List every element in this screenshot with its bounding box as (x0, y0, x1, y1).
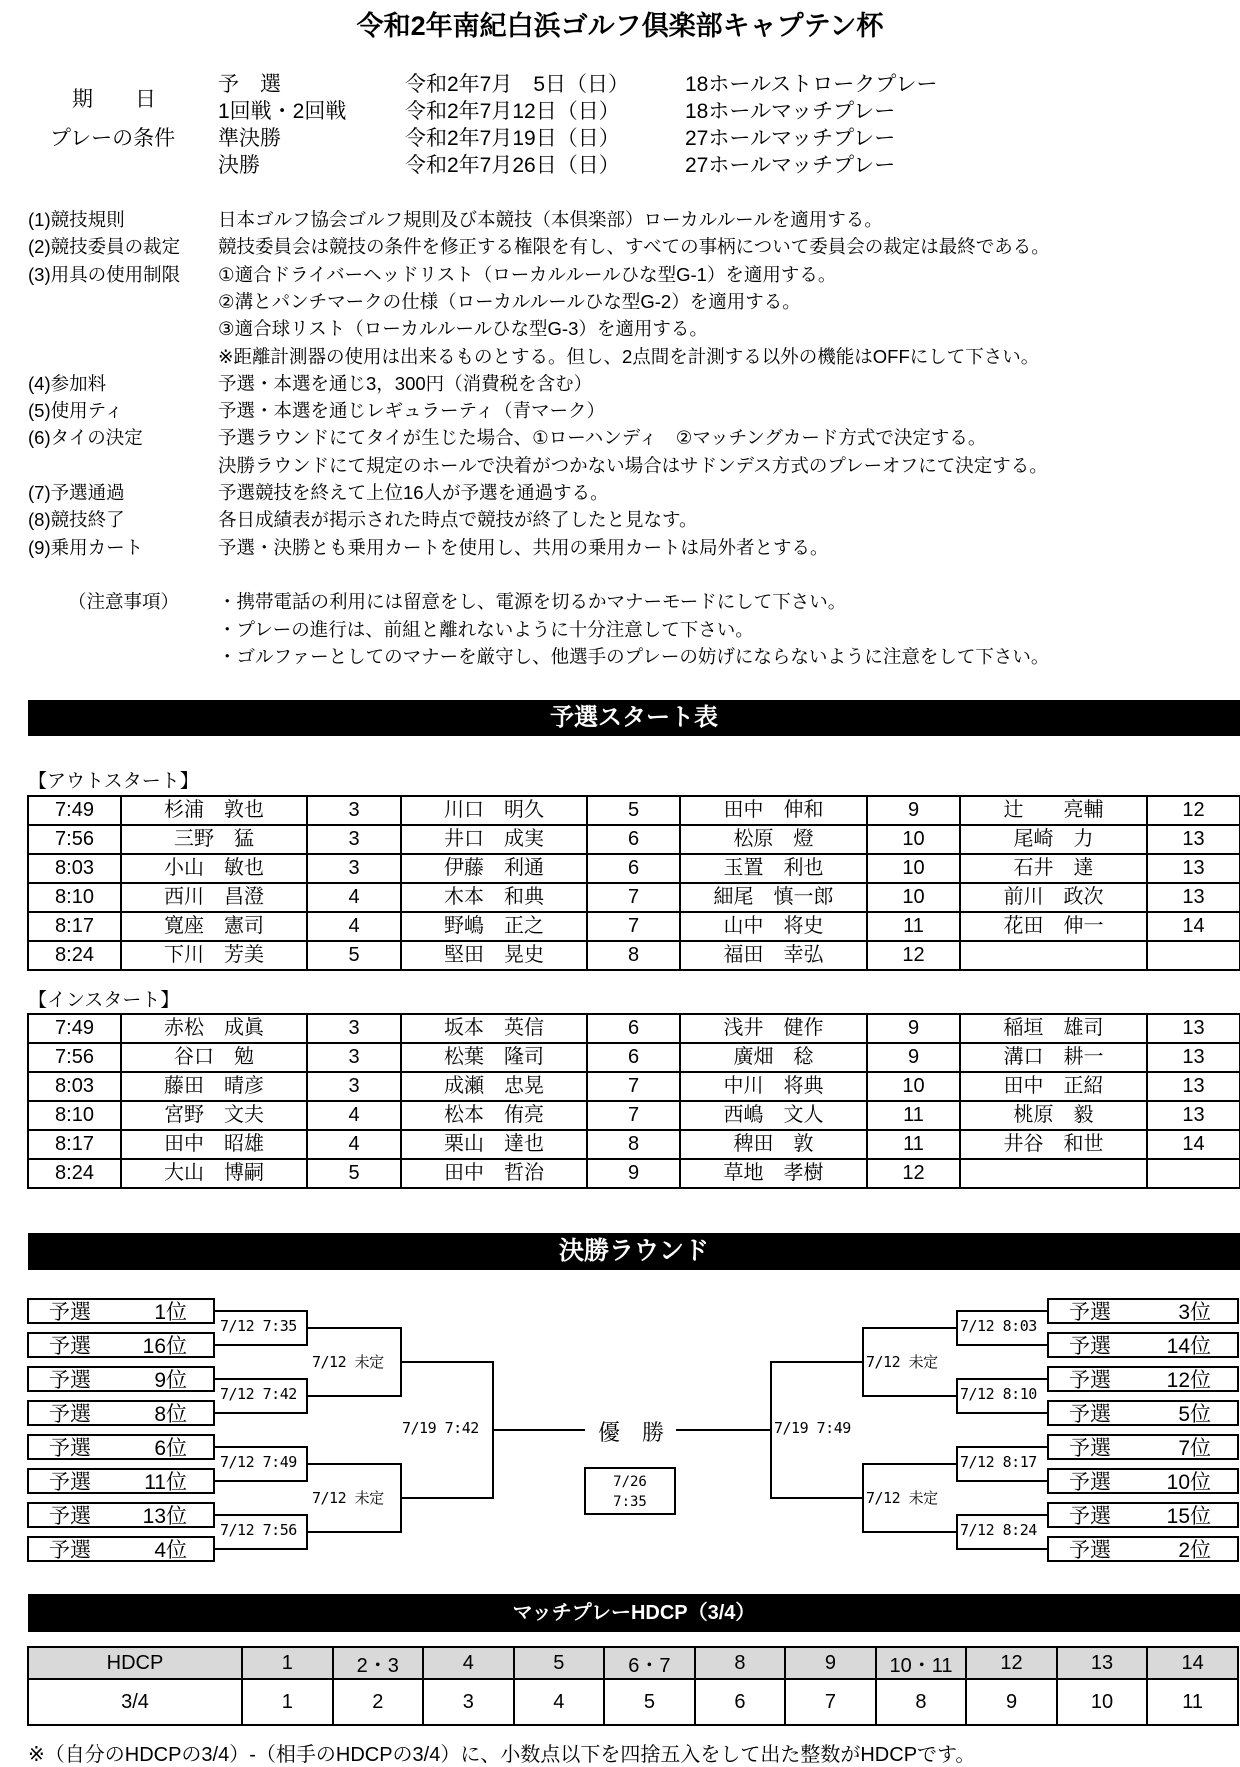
seed-prefix: 予選 (1069, 1539, 1111, 1562)
hdcp-value-cell: 7 (785, 1679, 876, 1725)
rule-label: (6)タイの決定 (28, 427, 143, 449)
hdcp-value-cell: 1 (242, 1679, 333, 1725)
player-hdcp: 8 (587, 941, 680, 970)
schedule-format: 18ホールマッチプレー (685, 100, 896, 123)
hdcp-header-cell: 12 (966, 1647, 1057, 1679)
player-name: 西川 昌澄 (121, 883, 307, 912)
player-name: 寛座 憲司 (121, 912, 307, 941)
match-time-right-r1: 7/12 8:03 (960, 1317, 1037, 1335)
player-hdcp: 4 (307, 1101, 401, 1130)
bracket-line (214, 1548, 306, 1550)
player-hdcp: 6 (587, 854, 680, 883)
table-row (28, 1043, 1240, 1072)
rule-text: 予選ラウンドにてタイが生じた場合、①ローハンディ ②マッチングカード方式で決定する。 (218, 427, 987, 449)
player-name: 浅井 健作 (680, 1014, 867, 1043)
player-hdcp: 6 (587, 1014, 680, 1043)
tee-time: 8:10 (28, 1101, 121, 1130)
hdcp-value-row (28, 1679, 1238, 1725)
hdcp-value-cell: 9 (966, 1679, 1057, 1725)
player-hdcp: 4 (307, 883, 401, 912)
hdcp-value-cell: 3 (423, 1679, 514, 1725)
player-name: 田中 正紹 (960, 1072, 1147, 1101)
player-name: 稗田 敦 (680, 1130, 867, 1159)
bracket-line (214, 1310, 306, 1312)
bracket-line (862, 1395, 956, 1397)
player-name: 下川 芳美 (121, 941, 307, 970)
tee-time: 8:17 (28, 912, 121, 941)
player-name: 栗山 達也 (401, 1130, 587, 1159)
note-line: ・ゴルファーとしてのマナーを厳守し、他選手のプレーの妨げにならないように注意をして下さい。 (218, 646, 1050, 667)
hdcp-header-row (28, 1647, 1238, 1679)
seed-rank: 7位 (1178, 1437, 1211, 1460)
in-start-table (27, 1013, 1240, 1189)
player-hdcp: 3 (307, 1014, 401, 1043)
rule-text: ①適合ドライバーヘッドリスト（ローカルルールひな型G-1）を適用する。 (218, 263, 837, 285)
schedule-round: 予 選 (218, 73, 281, 96)
bracket-section-header: 決勝ラウンド (28, 1233, 1240, 1270)
player-hdcp: 13 (1147, 1101, 1240, 1130)
note-line: ・プレーの進行は、前組と離れないように十分注意して下さい。 (218, 618, 754, 640)
player-name: 田中 昭雄 (121, 1130, 307, 1159)
rule-text: 競技委員会は競技の条件を修正する権限を有し、すべての事柄について委員会の裁定は最終である。 (218, 236, 1050, 258)
bracket-line (862, 1327, 864, 1397)
hdcp-note: ※（自分のHDCPの3/4）-（相手のHDCPの3/4）に、小数点以下を四捨五入をして出た整数がHDCPです。 (28, 1744, 976, 1766)
table-row (28, 1014, 1240, 1043)
player-name: 桃原 毅 (960, 1101, 1147, 1130)
player-hdcp: 12 (867, 941, 960, 970)
seed-prefix: 予選 (49, 1369, 91, 1392)
rule-text: 予選・決勝とも乗用カートを使用し、共用の乗用カートは局外者とする。 (218, 536, 829, 558)
bracket-line (770, 1497, 862, 1499)
player-name: 稲垣 雄司 (960, 1014, 1147, 1043)
seed-box-right (1047, 1468, 1239, 1494)
player-hdcp (1147, 941, 1240, 970)
seed-rank: 3位 (1178, 1301, 1211, 1324)
seed-box-right (1047, 1536, 1239, 1562)
rule-label: (3)用具の使用制限 (28, 263, 181, 285)
note-line: ・携帯電話の利用には留意をし、電源を切るかマナーモードにして下さい。 (218, 591, 847, 612)
match-time-right-sf: 7/19 7:49 (774, 1419, 851, 1437)
player-hdcp: 3 (307, 1072, 401, 1101)
seed-box-left (27, 1366, 215, 1392)
champion-label: 優 勝 (597, 1420, 664, 1445)
player-hdcp: 5 (587, 796, 680, 825)
player-name: 廣畑 稔 (680, 1043, 867, 1072)
seed-box-left (27, 1468, 215, 1494)
bracket-line (306, 1395, 400, 1397)
player-hdcp: 14 (1147, 912, 1240, 941)
player-name: 三野 猛 (121, 825, 307, 854)
table-row (28, 796, 1240, 825)
schedule-date: 令和2年7月26日（日） (405, 154, 620, 177)
seed-box-right (1047, 1400, 1239, 1426)
schedule-date: 令和2年7月12日（日） (405, 100, 620, 123)
player-name: 福田 幸弘 (680, 941, 867, 970)
player-name: 大山 博嗣 (121, 1159, 307, 1188)
player-hdcp: 11 (867, 1101, 960, 1130)
player-hdcp: 3 (307, 825, 401, 854)
player-name: 細尾 慎一郎 (680, 883, 867, 912)
player-name: 坂本 英信 (401, 1014, 587, 1043)
player-name: 辻 亮輔 (960, 796, 1147, 825)
bracket-line (306, 1463, 400, 1465)
player-hdcp: 4 (307, 1130, 401, 1159)
start-section-header: 予選スタート表 (28, 700, 1240, 736)
out-start-label: 【アウトスタート】 (28, 771, 199, 792)
player-hdcp: 11 (867, 912, 960, 941)
hdcp-header-cell: 4 (423, 1647, 514, 1679)
match-time-left-sf: 7/19 7:42 (402, 1419, 479, 1437)
player-hdcp: 8 (587, 1130, 680, 1159)
hdcp-value-cell: 4 (514, 1679, 605, 1725)
player-name: 松葉 隆司 (401, 1043, 587, 1072)
bracket-line (956, 1446, 1048, 1448)
hdcp-header-cell: 14 (1147, 1647, 1238, 1679)
player-hdcp: 5 (307, 941, 401, 970)
player-hdcp: 7 (587, 1072, 680, 1101)
player-hdcp: 9 (587, 1159, 680, 1188)
tee-time: 7:49 (28, 796, 121, 825)
player-name: 宮野 文夫 (121, 1101, 307, 1130)
bracket-line (956, 1514, 1048, 1516)
player-hdcp: 7 (587, 883, 680, 912)
player-hdcp: 13 (1147, 1043, 1240, 1072)
table-row (28, 883, 1240, 912)
player-name: 中川 将典 (680, 1072, 867, 1101)
seed-rank: 4位 (154, 1539, 187, 1562)
player-hdcp: 9 (867, 796, 960, 825)
bracket-line (770, 1361, 862, 1363)
player-hdcp: 12 (1147, 796, 1240, 825)
seed-rank: 8位 (154, 1403, 187, 1426)
seed-prefix: 予選 (1069, 1437, 1111, 1460)
match-time-left-r1: 7/12 7:35 (220, 1317, 297, 1335)
seed-prefix: 予選 (1069, 1369, 1111, 1392)
rule-text: 決勝ラウンドにて規定のホールで決着がつかない場合はサドンデス方式のプレーオフにて決定する。 (218, 454, 1048, 476)
player-name: 花田 伸一 (960, 912, 1147, 941)
rule-label: (4)参加料 (28, 372, 107, 394)
hdcp-header-cell: 9 (785, 1647, 876, 1679)
bracket-line (956, 1412, 1048, 1414)
player-hdcp (1147, 1159, 1240, 1188)
player-hdcp: 10 (867, 883, 960, 912)
player-name: 杉浦 敦也 (121, 796, 307, 825)
bracket-line (956, 1378, 1048, 1380)
player-hdcp: 12 (867, 1159, 960, 1188)
rule-label: (8)競技終了 (28, 509, 125, 531)
match-time-right-r1: 7/12 8:24 (960, 1521, 1037, 1539)
player-name: 田中 伸和 (680, 796, 867, 825)
player-hdcp: 3 (307, 1043, 401, 1072)
schedule-round: 決勝 (218, 154, 260, 177)
player-name: 前川 政次 (960, 883, 1147, 912)
tee-time: 7:49 (28, 1014, 121, 1043)
bracket-line (306, 1327, 400, 1329)
hdcp-header-cell: 10・11 (876, 1647, 967, 1679)
out-start-table (27, 795, 1240, 971)
bracket-line (862, 1463, 864, 1533)
rule-text: ③適合球リスト（ローカルルールひな型G-3）を適用する。 (218, 318, 708, 340)
hdcp-value-cell: 10 (1057, 1679, 1148, 1725)
seed-box-left (27, 1332, 215, 1358)
player-name: 小山 敏也 (121, 854, 307, 883)
seed-rank: 9位 (154, 1369, 187, 1392)
player-name (960, 941, 1147, 970)
player-hdcp: 10 (867, 854, 960, 883)
seed-rank: 13位 (142, 1505, 187, 1528)
schedule-round: 1回戦・2回戦 (218, 100, 347, 123)
in-start-label: 【インスタート】 (28, 990, 180, 1011)
seed-prefix: 予選 (1069, 1471, 1111, 1494)
rule-label: (9)乗用カート (28, 536, 144, 558)
bracket-line (956, 1310, 958, 1346)
hdcp-header-label: HDCP (28, 1647, 242, 1679)
seed-box-left (27, 1536, 215, 1562)
player-hdcp: 13 (1147, 1072, 1240, 1101)
tee-time: 8:10 (28, 883, 121, 912)
player-hdcp: 6 (587, 1043, 680, 1072)
seed-rank: 2位 (1178, 1539, 1211, 1562)
match-time-left-r1: 7/12 7:56 (220, 1521, 297, 1539)
player-hdcp: 13 (1147, 854, 1240, 883)
rule-label: (5)使用ティ (28, 400, 124, 422)
player-hdcp: 13 (1147, 825, 1240, 854)
bracket-line (956, 1514, 958, 1550)
hdcp-header-cell: 2・3 (333, 1647, 424, 1679)
hdcp-header-cell: 13 (1057, 1647, 1148, 1679)
bracket-line (956, 1446, 958, 1482)
match-time-left-r1: 7/12 7:42 (220, 1385, 297, 1403)
bracket-line (862, 1531, 956, 1533)
match-time-left-r2: 7/12 未定 (312, 1353, 384, 1371)
bracket-line (862, 1327, 956, 1329)
seed-rank: 14位 (1166, 1335, 1211, 1358)
final-time: 7:35 (613, 1494, 647, 1510)
rule-text: 予選・本選を通じ3，300円（消費税を含む） (218, 372, 593, 394)
seed-prefix: 予選 (1069, 1335, 1111, 1358)
schedule-date: 令和2年7月19日（日） (405, 127, 620, 150)
bracket-line (492, 1429, 585, 1431)
seed-prefix: 予選 (49, 1403, 91, 1426)
hdcp-table (27, 1646, 1239, 1726)
bracket-line (214, 1412, 306, 1414)
player-name: 成瀬 忠晃 (401, 1072, 587, 1101)
player-hdcp: 9 (867, 1043, 960, 1072)
tee-time: 8:03 (28, 1072, 121, 1101)
tee-time: 8:17 (28, 1130, 121, 1159)
bracket-line (956, 1480, 1048, 1482)
tee-time: 7:56 (28, 825, 121, 854)
seed-rank: 1位 (154, 1301, 187, 1324)
tee-time: 7:56 (28, 1043, 121, 1072)
seed-rank: 6位 (154, 1437, 187, 1460)
player-name: 田中 哲治 (401, 1159, 587, 1188)
table-row (28, 941, 1240, 970)
player-hdcp: 6 (587, 825, 680, 854)
rule-text: 日本ゴルフ協会ゴルフ規則及び本競技（本倶楽部）ローカルルールを適用する。 (218, 209, 883, 230)
page-title: 令和2年南紀白浜ゴルフ倶楽部キャプテン杯 (356, 11, 884, 41)
hdcp-header-cell: 1 (242, 1647, 333, 1679)
table-row (28, 1130, 1240, 1159)
player-name: 西嶋 文人 (680, 1101, 867, 1130)
seed-box-right (1047, 1434, 1239, 1460)
player-hdcp: 3 (307, 854, 401, 883)
seed-box-right (1047, 1366, 1239, 1392)
table-row (28, 1159, 1240, 1188)
seed-rank: 10位 (1166, 1471, 1211, 1494)
hdcp-value-cell: 11 (1147, 1679, 1238, 1725)
player-hdcp: 13 (1147, 1014, 1240, 1043)
notes-label: （注意事項） (68, 591, 180, 612)
seed-prefix: 予選 (1069, 1505, 1111, 1528)
player-name: 井口 成実 (401, 825, 587, 854)
player-name: 谷口 勉 (121, 1043, 307, 1072)
hdcp-value-cell: 8 (876, 1679, 967, 1725)
seed-box-left (27, 1298, 215, 1324)
schedule-format: 27ホールマッチプレー (685, 154, 896, 177)
hdcp-value-cell: 5 (604, 1679, 695, 1725)
bracket-line (214, 1480, 306, 1482)
player-hdcp: 4 (307, 912, 401, 941)
schedule-round: 準決勝 (218, 127, 281, 150)
bracket-line (214, 1344, 306, 1346)
hdcp-header-cell: 6・7 (604, 1647, 695, 1679)
player-name: 石井 達 (960, 854, 1147, 883)
player-name: 伊藤 利通 (401, 854, 587, 883)
rule-label: (1)競技規則 (28, 209, 125, 230)
seed-rank: 16位 (142, 1335, 187, 1358)
table-row (28, 825, 1240, 854)
seed-prefix: 予選 (49, 1505, 91, 1528)
player-hdcp: 3 (307, 796, 401, 825)
player-name: 松本 侑亮 (401, 1101, 587, 1130)
schedule-format: 27ホールマッチプレー (685, 127, 896, 150)
rule-label: (2)競技委員の裁定 (28, 236, 181, 258)
player-name: 川口 明久 (401, 796, 587, 825)
bracket-line (214, 1446, 306, 1448)
player-hdcp: 7 (587, 912, 680, 941)
rule-text: ②溝とパンチマークの仕様（ローカルルールひな型G-2）を適用する。 (218, 290, 801, 312)
table-row (28, 1101, 1240, 1130)
seed-prefix: 予選 (49, 1437, 91, 1460)
final-date: 7/26 (613, 1474, 647, 1490)
hdcp-value-label: 3/4 (28, 1679, 242, 1725)
seed-box-right (1047, 1332, 1239, 1358)
tee-time: 8:24 (28, 941, 121, 970)
seed-box-right (1047, 1502, 1239, 1528)
rule-label: (7)予選通過 (28, 482, 125, 503)
player-name (960, 1159, 1147, 1188)
hdcp-section-header: マッチプレーHDCP（3/4） (28, 1594, 1240, 1632)
hdcp-header-cell: 5 (514, 1647, 605, 1679)
table-row (28, 912, 1240, 941)
player-name: 井谷 和世 (960, 1130, 1147, 1159)
seed-rank: 15位 (1166, 1505, 1211, 1528)
tee-time: 8:24 (28, 1159, 121, 1188)
rule-text: ※距離計測器の使用は出来るものとする。但し、2点間を計測する以外の機能はOFFにして下さい。 (218, 345, 1040, 367)
bracket-line (400, 1361, 492, 1363)
player-name: 藤田 晴彦 (121, 1072, 307, 1101)
player-hdcp: 5 (307, 1159, 401, 1188)
bracket-line (306, 1531, 400, 1533)
final-box (584, 1467, 676, 1515)
rule-text: 予選競技を終えて上位16人が予選を通過する。 (218, 482, 609, 503)
bracket-line (956, 1344, 1048, 1346)
hdcp-header-cell: 8 (695, 1647, 786, 1679)
bracket-line (956, 1310, 1048, 1312)
seed-box-left (27, 1400, 215, 1426)
seed-prefix: 予選 (1069, 1301, 1111, 1324)
player-name: 尾崎 力 (960, 825, 1147, 854)
seed-prefix: 予選 (49, 1471, 91, 1494)
bracket-line (400, 1497, 492, 1499)
seed-prefix: 予選 (49, 1335, 91, 1358)
hdcp-value-cell: 6 (695, 1679, 786, 1725)
tee-time: 8:03 (28, 854, 121, 883)
schedule-date: 令和2年7月 5日（日） (405, 73, 630, 96)
bracket-line (956, 1378, 958, 1414)
bracket-line (214, 1378, 306, 1380)
bracket-line (862, 1463, 956, 1465)
player-name: 堅田 晃史 (401, 941, 587, 970)
match-time-right-r2: 7/12 未定 (866, 1353, 938, 1371)
player-name: 山中 将史 (680, 912, 867, 941)
seed-prefix: 予選 (49, 1539, 91, 1562)
seed-prefix: 予選 (49, 1301, 91, 1324)
rule-text: 予選・本選を通じレギュラーティ（青マーク） (218, 400, 606, 422)
player-name: 松原 燈 (680, 825, 867, 854)
rule-text: 各日成績表が掲示された時点で競技が終了したと見なす。 (218, 509, 698, 531)
bracket-line (770, 1361, 772, 1499)
seed-box-right (1047, 1298, 1239, 1324)
seed-rank: 5位 (1178, 1403, 1211, 1426)
schedule-conditions-label: プレーの条件 (50, 127, 176, 150)
match-time-left-r2: 7/12 未定 (312, 1489, 384, 1507)
player-name: 草地 孝樹 (680, 1159, 867, 1188)
player-hdcp: 14 (1147, 1130, 1240, 1159)
match-time-right-r1: 7/12 8:10 (960, 1385, 1037, 1403)
player-hdcp: 10 (867, 1072, 960, 1101)
bracket-line (676, 1429, 770, 1431)
bracket-line (214, 1514, 306, 1516)
player-name: 木本 和典 (401, 883, 587, 912)
player-hdcp: 10 (867, 825, 960, 854)
match-time-right-r2: 7/12 未定 (866, 1489, 938, 1507)
seed-rank: 12位 (1166, 1369, 1211, 1392)
player-name: 溝口 耕一 (960, 1043, 1147, 1072)
player-hdcp: 7 (587, 1101, 680, 1130)
seed-box-left (27, 1502, 215, 1528)
player-name: 野嶋 正之 (401, 912, 587, 941)
hdcp-value-cell: 2 (333, 1679, 424, 1725)
player-hdcp: 11 (867, 1130, 960, 1159)
bracket-line (956, 1548, 1048, 1550)
seed-box-left (27, 1434, 215, 1460)
schedule-dates-label: 期 日 (72, 88, 156, 111)
table-row (28, 1072, 1240, 1101)
seed-rank: 11位 (144, 1471, 187, 1494)
match-time-left-r1: 7/12 7:49 (220, 1453, 297, 1471)
player-hdcp: 9 (867, 1014, 960, 1043)
player-hdcp: 13 (1147, 883, 1240, 912)
match-time-right-r1: 7/12 8:17 (960, 1453, 1037, 1471)
player-name: 玉置 利也 (680, 854, 867, 883)
player-name: 赤松 成眞 (121, 1014, 307, 1043)
schedule-format: 18ホールストロークプレー (685, 73, 938, 96)
seed-prefix: 予選 (1069, 1403, 1111, 1426)
table-row (28, 854, 1240, 883)
